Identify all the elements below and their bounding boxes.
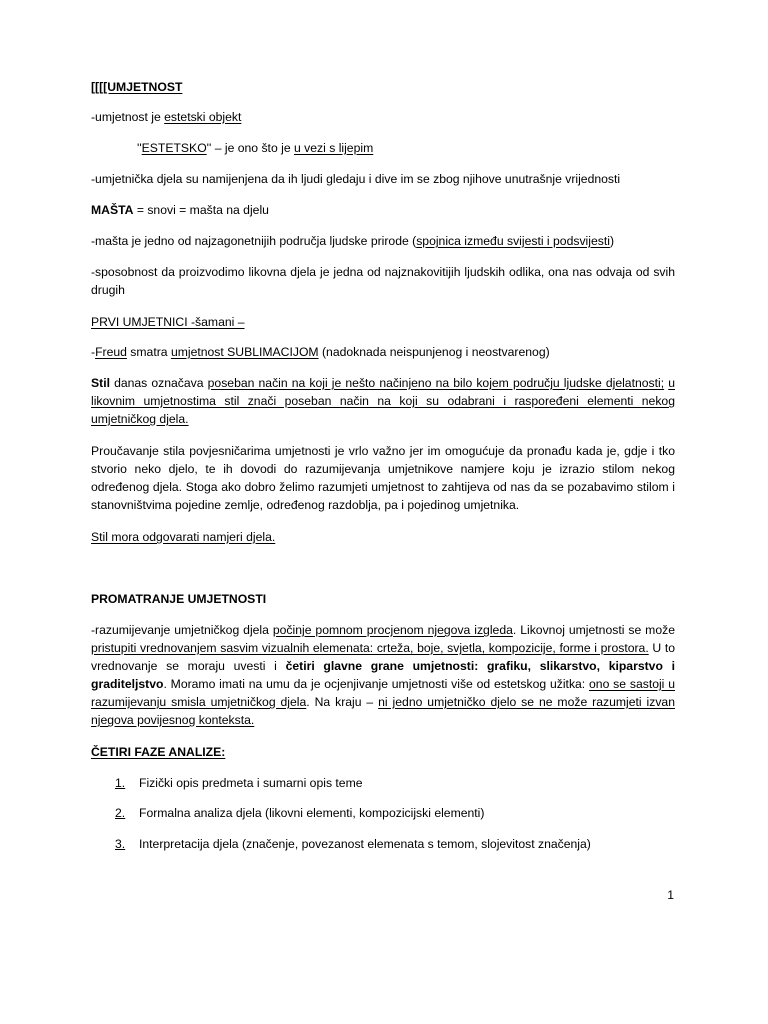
- paragraph: -razumijevanje umjetničkog djela počinje pomnom procjenom njegova izgleda. Likovnoj umjetnosti se može pristupiti vrednovanjem sasvim vizualnih elemenata: crteža, boje, svjetla, kompozicije, forme i prostora. U to vrednovanje se moraju uvesti i četiri glavne grane umjetnosti: grafiku, slikarstvo, kiparstvo i graditeljstvo. Moramo imati na umu da je ocjenjivanje umjetnosti više od estetskog užitka: ono se sastoji u razumijevanju smisla umjetničkog djela. Na kraju – ni jedno umjetničko djelo se ne može razumjeti izvan njegova povijesnog konteksta.: [91, 623, 675, 727]
- paragraph: Stil danas označava poseban način na koji je nešto načinjeno na bilo kojem području ljudske djelatnosti; u likovnim umjetnostima stil znači poseban način na koji su odabrani i raspoređeni elementi nekog umjetničkog djela.: [91, 376, 675, 426]
- section-heading: PROMATRANJE UMJETNOSTI: [91, 592, 267, 606]
- doc-title: [[[[UMJETNOST: [91, 80, 183, 94]
- paragraph: -umjetnost je estetski objekt: [91, 110, 242, 124]
- paragraph: Stil mora odgovarati namjeri djela.: [91, 530, 276, 544]
- page-number: 1: [667, 888, 674, 902]
- paragraph: -Freud smatra umjetnost SUBLIMACIJOM (nadoknada neispunjenog i neostvarenog): [91, 345, 550, 359]
- paragraph: ''ESTETSKO'' – je ono što je u vezi s lijepim: [137, 141, 374, 155]
- section-heading: ČETIRI FAZE ANALIZE:: [91, 745, 226, 759]
- list-item: 2. Formalna analiza djela (likovni elementi, kompozicijski elementi): [115, 806, 485, 820]
- paragraph: -umjetnička djela su namijenjena da ih ljudi gledaju i dive im se zbog njihove unutrašnje vrijednosti: [91, 172, 621, 186]
- paragraph: Proučavanje stila povjesničarima umjetnosti je vrlo važno jer im omogućuje da pronađu kada je, gdje i tko stvorio neko djelo, te ih dovodi do razumijevanja umjetnikove namjere koju je izrazio stilom nekog određenog djela. Stoga ako dobro želimo razumjeti umjetnost to zahtijeva od nas da se pozabavimo stilom i stanovništvima pojedine zemlje, određenog razdoblja, pa i pojedinog umjetnika.: [91, 444, 675, 512]
- list-item: 1. Fizički opis predmeta i sumarni opis teme: [115, 776, 363, 790]
- paragraph: -mašta je jedno od najzagonetnijih područja ljudske prirode (spojnica između svijesti i podsvijesti): [91, 234, 614, 248]
- paragraph: -sposobnost da proizvodimo likovna djela je jedna od najznakovitijih ljudskih odlika, ona nas odvaja od svih drugih: [91, 265, 675, 297]
- paragraph: MAŠTA = snovi = mašta na djelu: [91, 203, 269, 217]
- paragraph: PRVI UMJETNICI -šamani –: [91, 315, 245, 329]
- list-item: 3. Interpretacija djela (značenje, povezanost elemenata s temom, slojevitost značenja): [115, 837, 591, 851]
